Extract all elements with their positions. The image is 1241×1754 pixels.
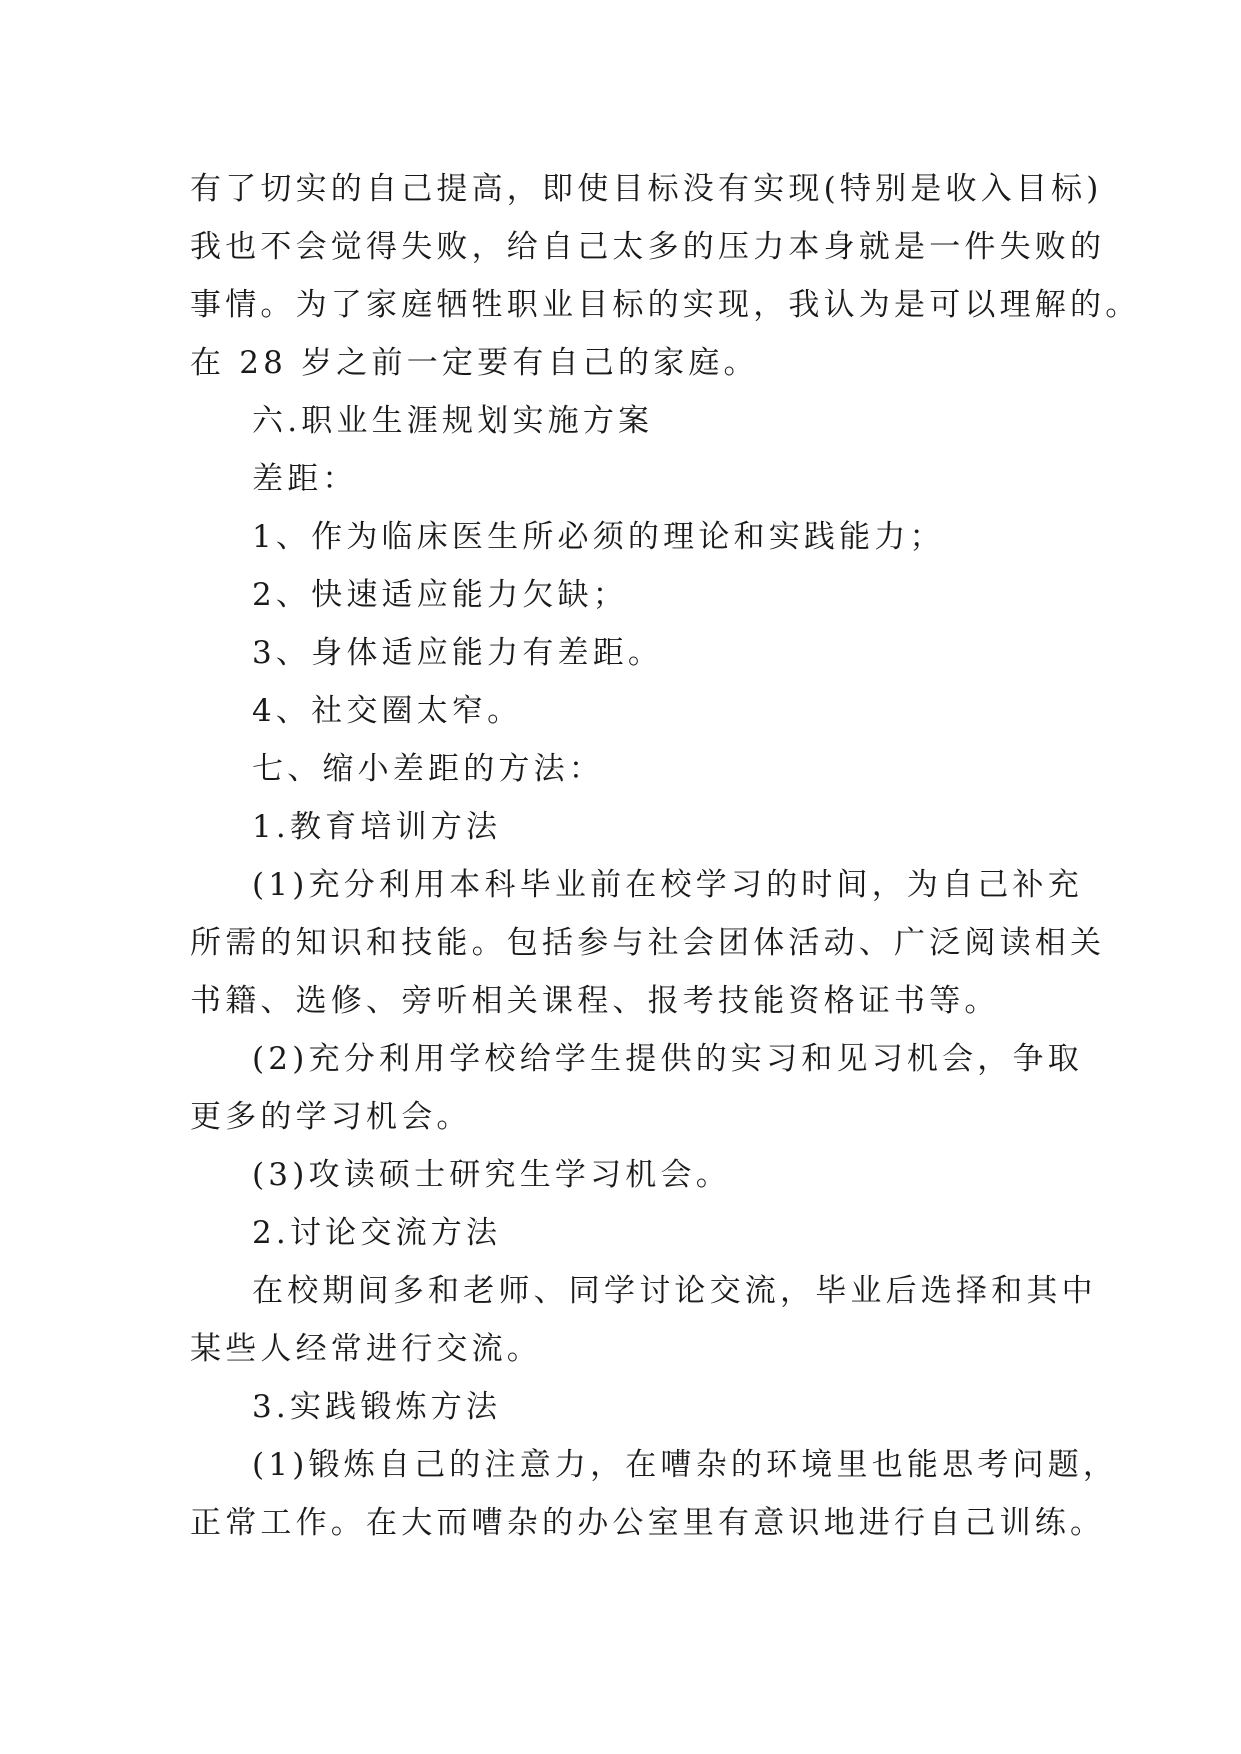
paragraph-line: (3)攻读硕士研究生学习机会。 [252, 1157, 731, 1193]
section-heading-7: 七、缩小差距的方法： [252, 751, 604, 787]
subheading-training: 1.教育培训方法 [252, 809, 502, 845]
paragraph-line: (2)充分利用学校给学生提供的实习和见习机会，争取 [252, 1041, 1083, 1077]
paragraph-line: 正常工作。在大而嘈杂的办公室里有意识地进行自己训练。 [190, 1505, 1106, 1541]
text-line: 有了切实的自己提高，即使目标没有实现(特别是收入目标) [190, 171, 1103, 207]
list-item: 3、身体适应能力有差距。 [252, 635, 664, 671]
paragraph-line: 更多的学习机会。 [190, 1099, 472, 1135]
text-line: 我也不会觉得失败，给自己太多的压力本身就是一件失败的 [190, 229, 1106, 265]
paragraph-line: 某些人经常进行交流。 [190, 1331, 542, 1367]
subheading-gap: 差距： [252, 461, 358, 497]
paragraph-line: 书籍、选修、旁听相关课程、报考技能资格证书等。 [190, 983, 1000, 1019]
subheading-practice: 3.实践锻炼方法 [252, 1389, 502, 1425]
paragraph-line: (1)充分利用本科毕业前在校学习的时间，为自己补充 [252, 867, 1083, 903]
text-line: 在 28 岁之前一定要有自己的家庭。 [190, 345, 759, 381]
list-item: 4、社交圈太窄。 [252, 693, 523, 729]
list-item: 2、快速适应能力欠缺； [252, 577, 628, 613]
text-line: 事情。为了家庭牺牲职业目标的实现，我认为是可以理解的。 [190, 287, 1141, 323]
document-body [190, 160, 1141, 1552]
list-item: 1、作为临床医生所必须的理论和实践能力； [252, 519, 945, 555]
paragraph-line: 在校期间多和老师、同学讨论交流，毕业后选择和其中 [252, 1273, 1097, 1309]
subheading-discussion: 2.讨论交流方法 [252, 1215, 502, 1251]
paragraph-line: 所需的知识和技能。包括参与社会团体活动、广泛阅读相关 [190, 925, 1106, 961]
paragraph-line: (1)锻炼自己的注意力，在嘈杂的环境里也能思考问题， [252, 1447, 1119, 1483]
section-heading-6: 六.职业生涯规划实施方案 [252, 403, 654, 439]
